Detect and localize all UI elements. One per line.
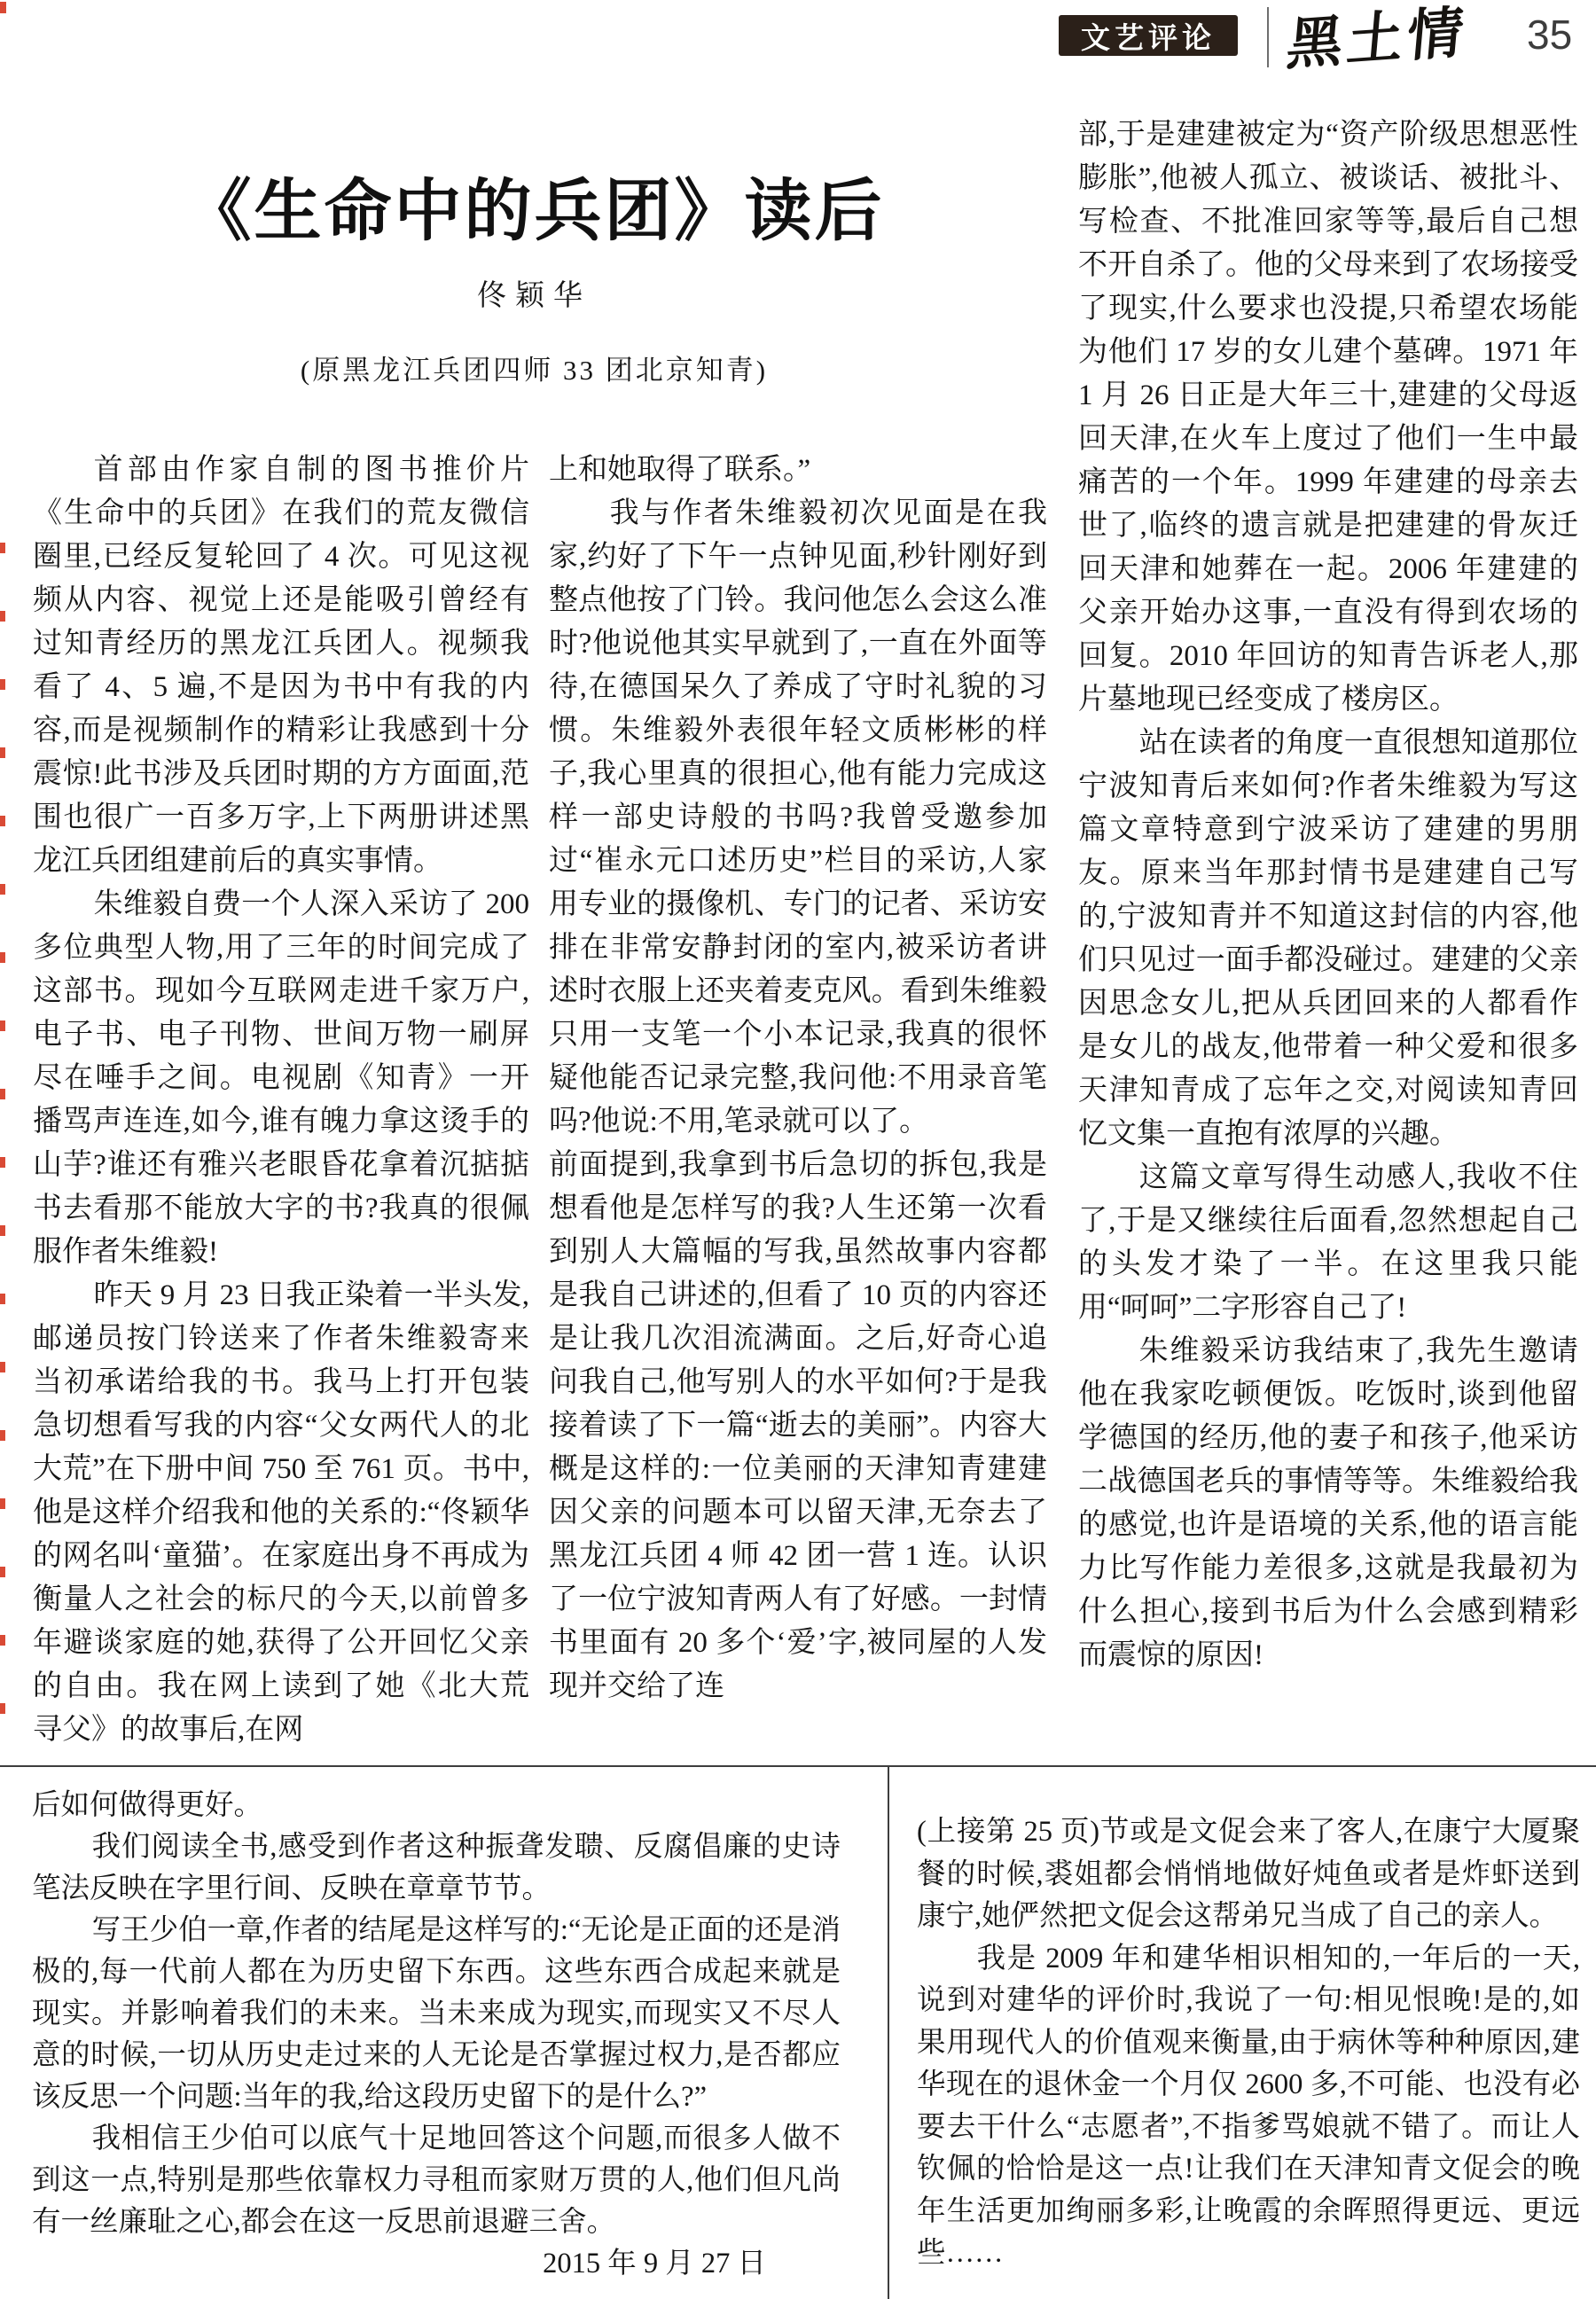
paragraph: 我们阅读全书,感受到作者这种振聋发聩、反腐倡廉的史诗笔法反映在字里行间、反映在章章节节。 [32,1831,841,1904]
header-divider [1267,7,1269,67]
title-block [40,170,1029,387]
paragraph: 朱维毅采访我结束了,我先生邀请他在我家吃顿便饭。吃饭时,谈到他留学德国的经历,他的妻子和孩子,他采访二战德国老兵的事情等等。朱维毅给我的感觉,也许是语境的关系,他的语言能力比写作能力差很多,这就是我最初为什么担心,接到书后为什么会感到精彩而震惊的原因! [1078,1335,1578,1671]
footer-column-divider [888,1767,889,2299]
red-scan-mark-corner [0,2,6,13]
paragraph: 这篇文章写得生动感人,我收不住了,于是又继续往后面看,忽然想起自己的头发才染了一半。在这里我只能用“呵呵”二字形容自己了! [1078,1161,1578,1324]
paragraph: 上和她取得了联系。” [549,454,811,486]
paragraph: 前面提到,我拿到书后急切的拆包,我是想看他是怎样写的我?人生还第一次看到别人大篇幅的写我,虽然故事内容都是我自己讲述的,但看了 10 页的内容还是让我几次泪流满面。之后,好奇心追问我自己,他写别人的水平如何?于是我接着读了下一篇“逝去的美丽”。内容大概是这样的:一位美丽的天津知青建建因父亲的问题本可以留天津,无奈去了黑龙江兵团 4 师 42 团一营 1 连。认识了一位宁波知青两人有了好感。一封情书里面有 20 多个‘爱’字,被同屋的人发现并交给了连 [549,1149,1047,1702]
paragraph: (上接第 25 页)节或是文促会来了客人,在康宁大厦聚餐的时候,裘姐都会悄悄地做好炖鱼或者是炸虾送到康宁,她俨然把文促会这帮弟兄当成了自己的亲人。 [917,1816,1580,1932]
masthead-logo: 黑土情 [1284,1,1471,77]
paragraph: 我相信王少伯可以底气十足地回答这个问题,而很多人做不到这一点,特别是那些依靠权力寻租而家财万贯的人,他们但凡尚有一丝廉耻之心,都会在这一反思前退避三舍。 [32,2123,841,2238]
section-divider-rule [0,1765,1596,1767]
paragraph: 我与作者朱维毅初次见面是在我家,约好了下午一点钟见面,秒针刚好到整点他按了门铃。我问他怎么会这么准时?他说他其实早就到了,一直在外面等待,在德国呆久了养成了守时礼貌的习惯。朱维毅外表很年轻文质彬彬的样子,我心里真的很担心,他有能力完成这样一部史诗般的书吗?我曾受邀参加过“崔永元口述历史”栏目的采访,人家用专业的摄像机、专门的记者、采访安排在非常安静封闭的室内,被采访者讲述时衣服上还夹着麦克风。看到朱维毅只用一支笔一个小本记录,我真的很怀疑他能否记录完整,我问他:不用录音笔吗?他说:不用,笔录就可以了。 [549,497,1047,1138]
paragraph: 站在读者的角度一直很想知道那位宁波知青后来如何?作者朱维毅为写这篇文章特意到宁波采访了建建的男朋友。原来当年那封情书是建建自己写的,宁波知青并不知道这封信的内容,他们只见过一面手都没碰过。建建的父亲因思念女儿,把从兵团回来的人都看作是女儿的战友,他带着一种父爱和很多天津知青成了忘年之交,对阅读知青回忆文集一直抱有浓厚的兴趣。 [1078,727,1578,1150]
paragraph: 首部由作家自制的图书推价片《生命中的兵团》在我们的荒友微信圈里,已经反复轮回了 4 次。可见这视频从内容、视觉上还是能吸引曾经有过知青经历的黑龙江兵团人。视频我看了 4、5 遍,不是因为书中有我的内容,而是视频制作的精彩让我感到十分震惊!此书涉及兵团时期的方方面面,范围也很广一百多万字,上下两册讲述黑龙江兵团组建前后的真实事情。 [33,454,529,877]
main-column-1 [33,449,529,1763]
section-badge [1059,15,1238,56]
red-scan-marks-left-edge [0,543,5,1770]
paragraph: 写王少伯一章,作者的结尾是这样写的:“无论是正面的还是消极的,每一代前人都在为历史留下东西。这些东西合成起来就是现实。并影响着我们的未来。当未来成为现实,而现实又不尽人意的时候,一切从历史走过来的人无论是否掌握过权力,是否都应该反思一个问题:当年的我,给这段历史留下的是什么?” [32,1914,841,2113]
footer-left-column [32,1785,841,2290]
paragraph: 昨天 9 月 23 日我正染着一半头发,邮递员按门铃送来了作者朱维毅寄来当初承诺给我的书。我马上打开包装急切想看写我的内容“父女两代人的北大荒”在下册中间 750 至 761 页。书中,他是这样介绍我和他的关系的:“佟颖华的网名叫‘童猫’。在家庭出身不再成为衡量人之社会的标尺的今天,以前曾多年避谈家庭的她,获得了公开回忆父亲的自由。我在网上读到了她《北大荒寻父》的故事后,在网 [33,1279,529,1746]
paragraph: 朱维毅自费一个人深入采访了 200 多位典型人物,用了三年的时间完成了这部书。现如今互联网走进千家万户,电子书、电子刊物、世间万物一刷屏尽在唾手之间。电视剧《知青》一开播骂声连连,如今,谁有魄力拿这烫手的山芋?谁还有雅兴老眼昏花拿着沉掂掂书去看那不能放大字的书?我真的很佩服作者朱维毅! [33,888,529,1268]
main-column-3 [1078,113,1578,1763]
page-number: 35 [1527,12,1573,58]
author-note: (原黑龙江兵团四师 33 团北京知青) [300,355,769,386]
section-badge-label: 文艺评论 [1081,20,1216,54]
article-title: 《生命中的兵团》读后 [184,175,885,249]
paragraph: 后如何做得更好。 [32,1789,263,1821]
article-author: 佟颖华 [477,280,591,312]
paragraph: 2015 年 9 月 27 日 [543,2248,766,2279]
paragraph: 部,于是建建被定为“资产阶级思想恶性膨胀”,他被人孤立、被谈话、被批斗、写检查、不批准回家等等,最后自己想不开自杀了。他的父母来到了农场接受了现实,什么要求也没提,只希望农场能为他们 17 岁的女儿建个墓碑。1971 年 1 月 26 日正是大年三十,建建的父母返回天津,在火车上度过了他们一生中最痛苦的一个年。1999 年建建的母亲去世了,临终的遗言就是把建建的骨灰迁回天津和她葬在一起。2006 年建建的父亲开始办这事,一直没有得到农场的回复。2010 年回访的知青告诉老人,那片墓地现已经变成了楼房区。 [1078,119,1578,716]
footer-right-column [917,1811,1580,2299]
paragraph: 我是 2009 年和建华相识相知的,一年后的一天,说到对建华的评价时,我说了一句:相见恨晚!是的,如果用现代人的价值观来衡量,由于病休等种种原因,建华现在的退休金一个月仅 2600 多,不可能、也没有必要去干什么“志愿者”,不指爹骂娘就不错了。而让人钦佩的恰恰是这一点!让我们在天津知青文促会的晚年生活更加绚丽多彩,让晚霞的余晖照得更远、更远些…… [917,1942,1580,2269]
main-column-2 [549,449,1047,1763]
